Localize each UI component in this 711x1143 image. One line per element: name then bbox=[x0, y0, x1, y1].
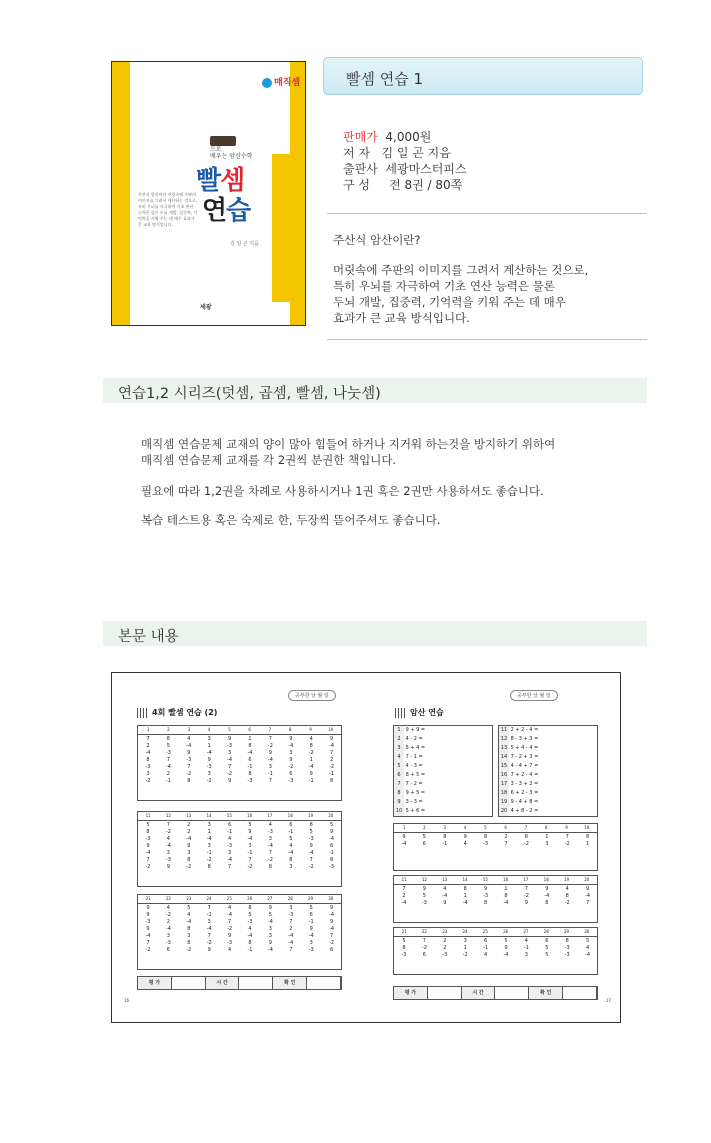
problem-row: 8 9 + 5 = bbox=[394, 789, 425, 798]
problem-column: 3 -3 7 2 -4 -4 7 bbox=[288, 905, 294, 953]
problem-column: 9 -3 3 -4 7 -2 9 bbox=[227, 736, 233, 784]
cover-subtitle: 으로 배우는 암산수학 bbox=[210, 146, 253, 160]
book-spread-image[interactable] bbox=[111, 672, 621, 1023]
description-text: 머릿속에 주판의 이미지를 그려서 계산하는 것으로, 특히 우뇌를 자극하여 기초 연산 능력은 물론 두뇌 개발, 집중력, 기억력을 키워 주는 데 매우 효과가 큰 교육 방식입니다. bbox=[333, 263, 589, 325]
grid-header-cell: 23 bbox=[442, 929, 448, 934]
grid-header-cell: 25 bbox=[482, 929, 488, 934]
grid-header-cell: 10 bbox=[328, 727, 334, 732]
problem-column: 9 -4 8 bbox=[544, 886, 550, 906]
grid-header-cell: 9 bbox=[565, 825, 568, 830]
grid-header-cell: 3 bbox=[187, 727, 191, 732]
series-paragraph-3: 복습 테스트용 혹은 숙제로 한, 두장씩 뜯어주셔도 좋습니다. bbox=[141, 513, 441, 527]
problem-row: 11 2 + 2 - 4 = bbox=[500, 727, 539, 733]
problem-column: 7 -2 4 -4 3 -3 9 bbox=[165, 822, 171, 870]
problem-column: 7 -2 bbox=[564, 834, 570, 847]
footer-cell: 확 인 bbox=[529, 987, 563, 999]
footer-cell: 평 가 bbox=[138, 977, 172, 989]
grid-header-cell: 6 bbox=[248, 727, 251, 732]
grid-header-cell: 5 bbox=[228, 727, 231, 732]
cover-title: 빨셈 연습 bbox=[196, 166, 251, 226]
grid-header-cell: 2 bbox=[423, 825, 426, 830]
cover-right-band bbox=[290, 62, 306, 325]
grid-header bbox=[138, 812, 341, 821]
problem-list bbox=[394, 726, 425, 816]
problem-column: 8 -1 bbox=[442, 834, 448, 847]
book-cover-image[interactable] bbox=[111, 61, 306, 326]
footer-cell: 평 가 bbox=[394, 987, 428, 999]
grid-header-cell: 2 bbox=[167, 727, 170, 732]
cover-left-band bbox=[112, 62, 130, 325]
abacus-icon bbox=[210, 136, 236, 146]
problem-row: 13 5 + 4 - 4 = bbox=[500, 745, 539, 751]
problem-column: 7 2 -4 8 -3 3 -2 bbox=[145, 736, 151, 784]
grid-header-cell: 20 bbox=[584, 877, 590, 882]
grid-header-cell: 27 bbox=[523, 929, 529, 934]
problem-column: 2 2 -4 9 3 8 -2 bbox=[186, 822, 192, 870]
grid-header-cell: 5 bbox=[484, 825, 487, 830]
grid-header-cell: 30 bbox=[584, 929, 590, 934]
problem-row: 7 7 - 2 = bbox=[394, 780, 425, 789]
problem-column: 8 1 -4 bbox=[462, 886, 468, 906]
problem-column: 9 -4 9 -4 7 -2 6 bbox=[329, 905, 335, 953]
grid-header-cell: 13 bbox=[186, 813, 192, 818]
problem-row: 3 5 + 4 = bbox=[394, 744, 425, 753]
problem-column: 7 -2 6 bbox=[421, 938, 427, 958]
grid-header-cell: 15 bbox=[226, 813, 232, 818]
description-heading: 주산식 암산이란? bbox=[333, 233, 421, 247]
study-date: 공부한 날 월 일 bbox=[510, 690, 558, 701]
grid-header-cell: 19 bbox=[307, 813, 314, 818]
problem-column: 6 -1 5 4 -4 8 3 bbox=[288, 822, 294, 870]
problem-column: 8 1 bbox=[586, 834, 590, 847]
content-section-title: 본문 내용 bbox=[118, 629, 179, 645]
divider bbox=[327, 213, 647, 214]
grid-header-cell: 25 bbox=[226, 896, 232, 901]
logo-circle-icon bbox=[262, 78, 272, 88]
problem-column: 9 4 bbox=[463, 834, 467, 847]
grid-header-cell: 29 bbox=[307, 896, 314, 901]
problem-column: 7 2 -4 bbox=[401, 886, 407, 906]
problem-column: 5 6 bbox=[422, 834, 426, 847]
problem-column: 9 5 -3 bbox=[421, 886, 427, 906]
problem-column: 5 6 -1 9 -4 3 -3 bbox=[308, 905, 314, 953]
exercise-grid-a bbox=[137, 725, 342, 801]
grid-header-cell: 20 bbox=[328, 813, 334, 818]
price-row bbox=[343, 129, 431, 145]
problem-column: 5 4 -4 8 3 8 -2 bbox=[186, 905, 192, 953]
problem-column: 9 -3 8 bbox=[483, 886, 489, 906]
cover-publisher: 세광 bbox=[200, 304, 212, 311]
content-section-header bbox=[103, 621, 647, 646]
series-section-header bbox=[103, 378, 647, 403]
evaluation-footer bbox=[137, 976, 342, 990]
grid-header bbox=[138, 895, 341, 904]
cover-author: 김 일 곤 지음 bbox=[230, 241, 259, 247]
grid-header-cell: 11 bbox=[145, 813, 151, 818]
grid-header-cell: 19 bbox=[563, 877, 570, 882]
page-number: 17 bbox=[606, 998, 612, 1003]
grid-header-cell: 21 bbox=[401, 929, 407, 934]
problem-column: 1 8 -4 bbox=[503, 886, 509, 906]
grid-header-cell: 12 bbox=[165, 813, 171, 818]
problem-column: 7 -2 9 -4 3 -1 7 bbox=[267, 736, 273, 784]
problem-column: 9 5 -4 3 3 9 -4 bbox=[267, 905, 273, 953]
grid-header-cell: 1 bbox=[402, 825, 406, 830]
page-title: 4회 빨셈 연습 (2) bbox=[137, 707, 217, 718]
grid-header-cell: 11 bbox=[401, 877, 407, 882]
author-row: 저 자 김 일 곤 지음 bbox=[343, 146, 451, 160]
problem-row: 20 4 + 8 - 2 = bbox=[500, 808, 539, 814]
footer-cell: 확 인 bbox=[273, 977, 307, 989]
problem-column: 6 5 5 bbox=[545, 938, 549, 958]
grid-header-cell: 4 bbox=[463, 825, 467, 830]
price-label: 판매가 bbox=[343, 130, 378, 144]
problem-column: 6 -1 4 -3 3 -4 7 bbox=[227, 822, 233, 870]
problem-column: 4 -2 2 -4 3 -3 6 bbox=[165, 905, 171, 953]
problem-column: 4 -4 7 -2 9 -3 4 bbox=[227, 905, 233, 953]
grid-header-cell: 22 bbox=[165, 896, 171, 901]
grid-header-cell: 24 bbox=[206, 896, 212, 901]
footer-cell: 시 간 bbox=[206, 977, 240, 989]
grid-header-cell: 13 bbox=[442, 877, 448, 882]
problem-column: 5 4 -4 bbox=[585, 938, 591, 958]
problem-column: 9 -4 bbox=[401, 834, 407, 847]
grid-header-cell: 29 bbox=[563, 929, 570, 934]
problem-column: 7 -1 3 -4 7 -2 9 bbox=[206, 905, 212, 953]
problem-row: 6 8 + 5 = bbox=[394, 771, 425, 780]
exercise-grid-b bbox=[393, 875, 598, 923]
mental-math-list-1 bbox=[393, 725, 493, 817]
problem-row: 10 5 + 6 = bbox=[395, 808, 426, 814]
grid-header-cell: 6 bbox=[504, 825, 507, 830]
grid-header-cell: 23 bbox=[186, 896, 192, 901]
problem-row: 1 9 + 9 = bbox=[394, 726, 425, 735]
left-page bbox=[112, 673, 366, 1023]
grid-header-cell: 26 bbox=[247, 896, 253, 901]
problem-row: 12 8 - 3 + 3 = bbox=[500, 736, 539, 742]
footer-cell bbox=[172, 977, 206, 989]
grid-header-cell: 8 bbox=[544, 825, 548, 830]
problem-column: 1 3 bbox=[545, 834, 549, 847]
problem-column: 1 8 -4 6 -1 8 -3 bbox=[247, 736, 253, 784]
problem-column: 8 -2 bbox=[523, 834, 529, 847]
grid-header-cell: 22 bbox=[421, 929, 427, 934]
grid-header-cell: 30 bbox=[328, 896, 334, 901]
problem-column: 6 -1 4 bbox=[483, 938, 489, 958]
problem-column: 4 -4 9 -3 7 -2 8 bbox=[186, 736, 192, 784]
grid-header-cell: 28 bbox=[543, 929, 549, 934]
problem-column: 9 -4 7 bbox=[585, 886, 591, 906]
exercise-grid-c bbox=[393, 927, 598, 975]
grid-header-cell: 24 bbox=[462, 929, 468, 934]
problem-row: 16 7 + 2 - 4 = bbox=[500, 772, 539, 778]
composition-row: 구 성 전 8권 / 80쪽 bbox=[343, 178, 463, 192]
problem-column: 9 -4 7 2 -2 -1 8 bbox=[329, 736, 335, 784]
series-paragraph-1: 매직셈 연습문제 교재의 양이 많아 힘들어 하거나 지거워 하는것을 방지하기 위하여 매직셈 연습문제 교재를 각 2권씩 분권한 책입니다. bbox=[141, 437, 556, 467]
grid-header-cell: 4 bbox=[207, 727, 211, 732]
grid-header-cell: 9 bbox=[309, 727, 312, 732]
grid-header-cell: 16 bbox=[503, 877, 509, 882]
problem-row: 15 4 - 4 + 7 = bbox=[500, 763, 539, 769]
problem-column: 2 2 -3 bbox=[442, 938, 448, 958]
footer-cell bbox=[307, 977, 341, 989]
problem-column: 5 8 -3 9 -4 7 -2 bbox=[145, 822, 151, 870]
problem-column: 8 -3 bbox=[483, 834, 489, 847]
problem-row: 17 3 - 3 + 2 = bbox=[500, 781, 539, 787]
problem-column: 4 -3 3 -4 7 -2 8 bbox=[267, 822, 273, 870]
series-paragraph-2: 필요에 따라 1,2권을 차례로 사용하시거나 1권 혹은 2권만 사용하셔도 좋습니다. bbox=[141, 484, 544, 498]
problem-column: 5 9 -4 6 -1 8 -3 bbox=[329, 822, 335, 870]
exercise-grid-b bbox=[137, 811, 342, 887]
study-date: 공부한 날 월 일 bbox=[288, 690, 336, 701]
grid-header-cell: 17 bbox=[523, 877, 529, 882]
grid-header-cell: 28 bbox=[287, 896, 293, 901]
publisher-row: 출판사 세광마스터피스 bbox=[343, 162, 467, 176]
footer-cell bbox=[563, 987, 597, 999]
exercise-grid-a bbox=[393, 823, 598, 871]
problem-column: 8 5 -3 9 -4 7 -2 bbox=[308, 822, 314, 870]
problem-column: 9 -4 3 9 -2 6 -3 bbox=[288, 736, 294, 784]
problem-column: 4 8 -2 bbox=[564, 886, 570, 906]
grid-header-cell: 10 bbox=[584, 825, 590, 830]
problem-column: 9 9 -3 9 -4 7 -2 bbox=[145, 905, 151, 953]
problem-column: 5 9 -4 bbox=[503, 938, 509, 958]
grid-header-cell: 12 bbox=[421, 877, 427, 882]
problem-row: 19 9 - 4 + 8 = bbox=[500, 799, 539, 805]
cover-description: 주산식 암산이란 머릿속에 주판의 이미지를 그려서 계산하는 것으로, 특히 우뇌를 자극하여 기초 연산 능력은 물론 두뇌 개발, 집중력, 기억력을 키워 주는 데 매우 효과가 큰 교육 방식입니다. bbox=[138, 192, 198, 227]
problem-row: 14 7 - 2 + 3 = bbox=[500, 754, 539, 760]
problem-column: 4 -4 9 bbox=[442, 886, 448, 906]
grid-header-cell: 21 bbox=[145, 896, 151, 901]
problem-column: 3 1 -4 9 -3 3 -2 bbox=[206, 736, 212, 784]
grid-header bbox=[394, 876, 597, 885]
price-value: 4,000원 bbox=[385, 130, 432, 144]
grid-header-cell: 7 bbox=[268, 727, 272, 732]
problem-column: 4 -1 3 bbox=[523, 938, 529, 958]
grid-header-cell: 1 bbox=[146, 727, 150, 732]
grid-header-cell: 26 bbox=[503, 929, 509, 934]
grid-header-cell: 18 bbox=[287, 813, 293, 818]
problem-column: 8 5 -3 4 -4 8 -1 bbox=[247, 905, 253, 953]
footer-cell: 시 간 bbox=[462, 987, 496, 999]
problem-column: 8 5 -3 7 -4 2 -1 bbox=[165, 736, 171, 784]
evaluation-footer bbox=[393, 986, 598, 1000]
grid-header-cell: 7 bbox=[524, 825, 528, 830]
right-page bbox=[368, 673, 621, 1023]
product-title-box bbox=[323, 57, 643, 95]
grid-header bbox=[394, 824, 597, 833]
mental-math-list-2 bbox=[498, 725, 598, 817]
abacus-icon bbox=[137, 708, 149, 718]
problem-column: 5 9 -4 3 -1 7 -2 bbox=[247, 822, 253, 870]
grid-header-cell: 3 bbox=[443, 825, 447, 830]
grid-header bbox=[138, 726, 341, 735]
series-section-title: 연습1,2 시리즈(덧셈, 곱셈, 빨셈, 나눗셈) bbox=[118, 386, 381, 402]
grid-header-cell: 16 bbox=[247, 813, 253, 818]
grid-header bbox=[394, 928, 597, 937]
problem-column: 8 -3 -3 bbox=[564, 938, 570, 958]
page-title: 암산 연습 bbox=[395, 707, 444, 718]
problem-column: 3 1 -4 3 -1 -2 8 bbox=[206, 822, 212, 870]
grid-header-cell: 15 bbox=[482, 877, 488, 882]
cover-logo: 매직셈 bbox=[262, 75, 300, 88]
problem-list bbox=[499, 726, 538, 816]
problem-row: 9 3 - 3 = bbox=[394, 798, 425, 807]
grid-header-cell: 17 bbox=[267, 813, 273, 818]
grid-header-cell: 27 bbox=[267, 896, 273, 901]
problem-column: 2 7 bbox=[504, 834, 508, 847]
grid-header-cell: 14 bbox=[206, 813, 212, 818]
problem-column: 4 8 -2 1 -4 9 -1 bbox=[308, 736, 314, 784]
problem-column: 3 1 -2 bbox=[462, 938, 468, 958]
problem-row: 2 4 - 2 = bbox=[394, 735, 425, 744]
problem-row: 18 6 + 2 - 3 = bbox=[500, 790, 539, 796]
footer-cell bbox=[428, 987, 462, 999]
product-title: 빨셈 연습 1 bbox=[346, 70, 424, 88]
problem-column: 5 8 -3 bbox=[401, 938, 407, 958]
exercise-grid-c bbox=[137, 894, 342, 970]
abacus-icon bbox=[395, 708, 407, 718]
grid-header-cell: 18 bbox=[543, 877, 549, 882]
footer-cell bbox=[495, 987, 529, 999]
grid-header-cell: 14 bbox=[462, 877, 468, 882]
problem-row: 4 7 - 1 = bbox=[394, 753, 425, 762]
divider bbox=[327, 339, 647, 340]
problem-column: 7 -2 9 bbox=[523, 886, 529, 906]
grid-header-cell: 8 bbox=[288, 727, 292, 732]
problem-row: 5 4 - 3 = bbox=[394, 762, 425, 771]
page-number: 16 bbox=[124, 998, 130, 1003]
footer-cell bbox=[239, 977, 273, 989]
